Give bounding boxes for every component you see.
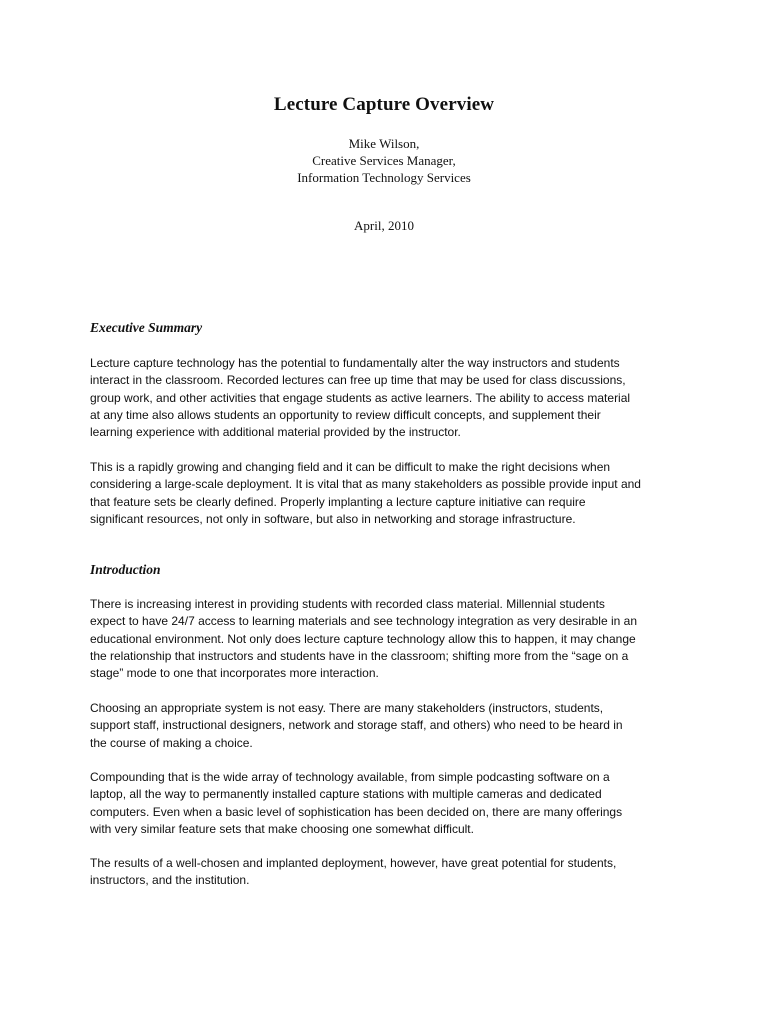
text-line: The results of a well-chosen and implanted deployment, however, have great potential for students, xyxy=(90,856,617,870)
text-line: considering a large-scale deployment. It is vital that as many stakeholders as possible provide input and xyxy=(90,477,641,492)
author-block xyxy=(0,135,768,186)
section-heading-executive-summary: Executive Summary xyxy=(90,320,203,335)
text-line: Compounding that is the wide array of technology available, from simple podcasting software on a xyxy=(90,770,610,784)
text-line: the course of making a choice. xyxy=(90,735,253,750)
text-line: stage” mode to one that incorporates more interaction. xyxy=(90,666,379,681)
text-line: This is a rapidly growing and changing field and it can be difficult to make the right decisions when xyxy=(90,460,611,474)
introduction-paragraph-4 xyxy=(90,855,685,890)
executive-summary-paragraph-2 xyxy=(90,459,685,528)
text-line: that feature sets be clearly defined. Properly implanting a lecture capture initiative can require xyxy=(90,494,586,509)
text-line: expect to have 24/7 access to learning materials and see technology integration as very desirable in an xyxy=(90,614,637,629)
introduction-paragraph-2 xyxy=(90,700,685,752)
text-line: significant resources, not only in software, but also in networking and storage infrastructure. xyxy=(90,511,576,526)
executive-summary-paragraph-1 xyxy=(90,355,685,441)
document-title: Lecture Capture Overview xyxy=(273,94,495,115)
document-date: April, 2010 xyxy=(354,218,414,233)
text-line: Lecture capture technology has the potential to fundamentally alter the way instructors and students xyxy=(90,356,620,370)
text-line: Choosing an appropriate system is not easy. There are many stakeholders (instructors, students, xyxy=(90,701,604,715)
text-line: laptop, all the way to permanently installed capture stations with multiple cameras and dedicated xyxy=(90,787,602,802)
text-line: at any time also allows students an opportunity to review difficult concepts, and supplement their xyxy=(90,407,601,422)
text-line: educational environment. Not only does lecture capture technology allow this to happen, it may change xyxy=(90,631,636,646)
text-line: group work, and other activities that engage students as active learners. The ability to access material xyxy=(90,390,631,405)
author-position: Creative Services Manager, xyxy=(312,153,456,168)
text-line: There is increasing interest in providing students with recorded class material. Millennial students xyxy=(90,597,605,611)
section-heading-introduction: Introduction xyxy=(90,562,161,577)
text-line: support staff, instructional designers, network and storage staff, and others) who need to be heard in xyxy=(90,718,623,733)
text-line: interact in the classroom. Recorded lectures can free up time that may be used for class discussions, xyxy=(90,373,626,388)
author-department: Information Technology Services xyxy=(297,170,471,185)
text-line: with very similar feature sets that make choosing one somewhat difficult. xyxy=(90,821,474,836)
text-line: instructors, and the institution. xyxy=(90,873,250,888)
text-line: computers. Even when a basic level of sophistication has been decided on, there are many offerings xyxy=(90,804,623,819)
introduction-paragraph-1 xyxy=(90,596,685,682)
text-line: the relationship that instructors and students have in the classroom; shifting more from the “sage on a xyxy=(90,648,629,663)
text-line: learning experience with additional material provided by the instructor. xyxy=(90,425,461,440)
author-name: Mike Wilson, xyxy=(348,136,420,151)
introduction-paragraph-3 xyxy=(90,769,685,838)
